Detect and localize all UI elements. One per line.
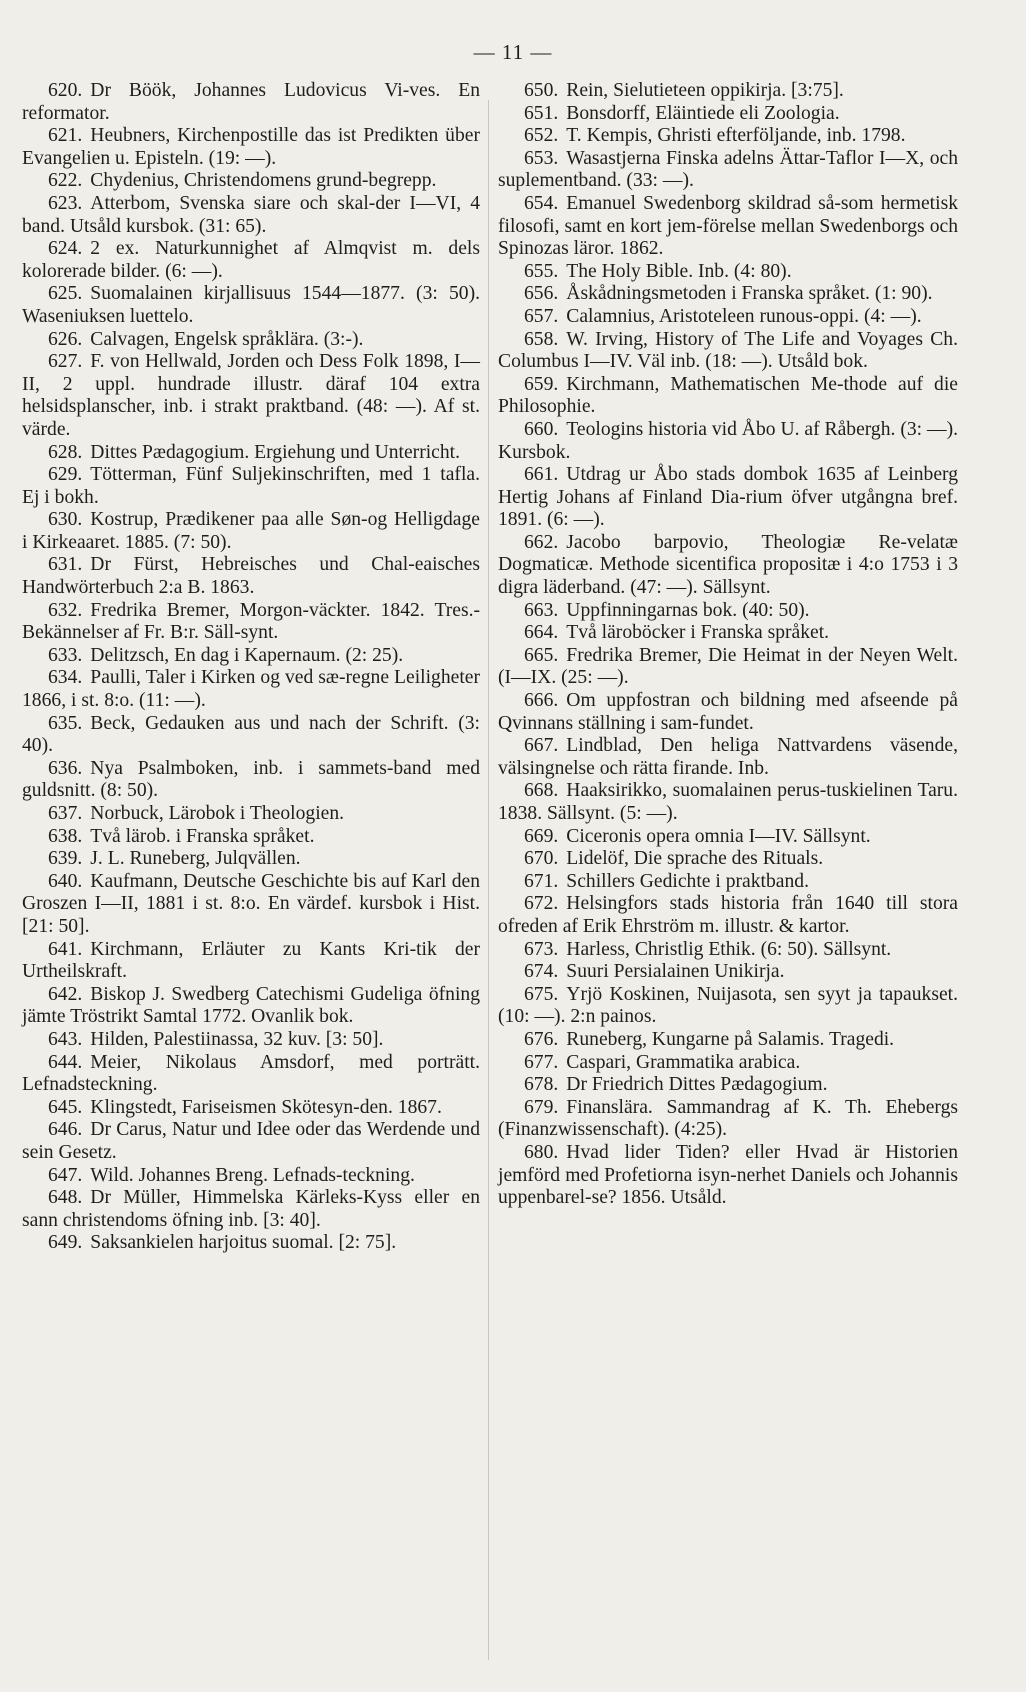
entry-text: Atterbom, Svenska siare och skal-der I—VI, 4 band. Utsåld kursbok. (31: 65). (22, 192, 480, 237)
catalog-entry (498, 80, 958, 103)
catalog-entry (22, 125, 480, 170)
entry-text: Teologins historia vid Åbo U. af Råbergh. (3: —). Kursbok. (498, 418, 959, 463)
entry-number: 664. (524, 622, 559, 644)
entry-number: 646. (48, 1119, 83, 1141)
catalog-entry (498, 193, 958, 261)
entry-number: 634. (48, 667, 83, 689)
catalog-entry (498, 735, 958, 780)
catalog-entry (22, 871, 480, 939)
entry-number: 669. (524, 825, 559, 847)
entry-text: Beck, Gedauken aus und nach der Schrift. (3: 40). (22, 712, 480, 757)
catalog-entry (22, 667, 480, 712)
entry-number: 644. (48, 1051, 83, 1073)
catalog-entry (498, 871, 958, 894)
entry-number: 660. (524, 418, 559, 440)
entry-text: Emanuel Swedenborg skildrad så-som hermetisk filosofi, samt en kort jem-förelse mellan Swedenborgs och Spinozas läror. 1862. (498, 192, 958, 260)
entry-number: 655. (524, 260, 559, 282)
catalog-entry (22, 1165, 480, 1188)
catalog-entry (22, 1029, 480, 1052)
entry-number: 639. (48, 848, 83, 870)
entry-number: 636. (48, 757, 83, 779)
entry-number: 620. (48, 80, 83, 101)
entry-text: Dr Friedrich Dittes Pædagogium. (566, 1074, 828, 1096)
entry-number: 665. (524, 644, 559, 666)
catalog-entry (498, 645, 958, 690)
entry-text: Norbuck, Lärobok i Theologien. (90, 803, 345, 824)
entry-text: Calvagen, Engelsk språklära. (3:-). (90, 328, 364, 350)
catalog-entry (22, 193, 480, 238)
catalog-entry (498, 961, 958, 984)
entry-number: 625. (48, 283, 83, 305)
entry-text: 2 ex. Naturkunnighet af Almqvist m. dels kolorerade bilder. (6: —). (22, 238, 480, 282)
entry-number: 650. (524, 80, 559, 101)
entry-number: 668. (524, 780, 559, 802)
entry-text: J. L. Runeberg, Julqvällen. (90, 848, 301, 870)
entry-number: 628. (48, 441, 83, 463)
catalog-entry (22, 645, 480, 668)
entry-text: Heubners, Kirchenpostille das ist Predikten über Evangelien u. Episteln. (19: —). (22, 125, 480, 169)
entry-text: Wild. Johannes Breng. Lefnads-teckning. (90, 1164, 415, 1186)
entry-number: 633. (48, 644, 83, 666)
entry-text: Rein, Sielutieteen oppikirja. [3:75]. (566, 80, 844, 101)
entry-number: 652. (524, 125, 559, 147)
entry-number: 658. (524, 328, 559, 350)
entry-text: T. Kempis, Ghristi efterföljande, inb. 1798. (566, 125, 906, 147)
entry-number: 672. (524, 893, 559, 915)
entry-number: 678. (524, 1074, 559, 1096)
entry-text: Hvad lider Tiden? eller Hvad är Historien jemförd med Profetiorna isyn-nerhet Daniels och Johannis uppenbarel-se? 1856. Utsåld. (498, 1141, 958, 1209)
catalog-entry (22, 464, 480, 509)
catalog-entry (22, 442, 480, 465)
entry-text: Jacobo barpovio, Theologiæ Re-velatæ Dogmaticæ. Methode sicentifica propositæ i 4:o 1753 i 3 digra läderband. (47: —). Sällsynt. (498, 531, 958, 599)
entry-number: 671. (524, 870, 559, 892)
catalog-entry (498, 1029, 958, 1052)
catalog-entry (22, 283, 480, 328)
entry-text: F. von Hellwald, Jorden och Dess Folk 1898, I—II, 2 uppl. hundrade illustr. däraf 104 extra helsidsplanscher, inb. i strakt praktband. (48: —). Af st. värde. (22, 351, 480, 440)
entry-text: The Holy Bible. Inb. (4: 80). (566, 260, 792, 282)
entry-text: Biskop J. Swedberg Catechismi Gudeliga öfning jämte Tröstrikt Samtal 1772. Ovanlik bok. (22, 983, 480, 1028)
entry-number: 651. (524, 102, 559, 124)
entry-number: 626. (48, 328, 83, 350)
entry-number: 645. (48, 1096, 83, 1118)
entry-number: 643. (48, 1028, 83, 1050)
catalog-entry (498, 532, 958, 600)
entry-text: Klingstedt, Fariseismen Skötesyn-den. 1867. (90, 1096, 442, 1118)
catalog-entry (498, 848, 958, 871)
entry-text: Kaufmann, Deutsche Geschichte bis auf Karl den Groszen I—II, 1881 i st. 8:o. En värdef. kursbok i Hist. [21: 50]. (22, 870, 480, 937)
catalog-entry (498, 826, 958, 849)
column-divider (488, 100, 489, 1660)
entry-number: 632. (48, 599, 83, 621)
entry-text: Yrjö Koskinen, Nuijasota, sen syyt ja tapaukset. (10: —). 2:n painos. (498, 983, 958, 1028)
catalog-entry (22, 238, 480, 283)
catalog-entry (498, 374, 958, 419)
entry-number: 622. (48, 170, 83, 192)
catalog-entry (498, 261, 958, 284)
entry-text: Uppfinningarnas bok. (40: 50). (566, 599, 810, 621)
entry-text: Två läroböcker i Franska språket. (566, 622, 830, 644)
entry-text: Dittes Pædagogium. Ergiehung und Unterricht. (90, 441, 460, 463)
entry-text: Caspari, Grammatika arabica. (566, 1051, 801, 1073)
entry-number: 676. (524, 1028, 559, 1050)
entry-text: Tötterman, Fünf Suljekinschriften, med 1 tafla. Ej i bokh. (22, 464, 480, 508)
entry-text: Runeberg, Kungarne på Salamis. Tragedi. (566, 1028, 895, 1050)
page-number: — 11 — (473, 40, 553, 64)
catalog-entry (498, 984, 958, 1029)
entry-number: 630. (48, 509, 83, 531)
entry-text: Wasastjerna Finska adelns Ättar-Taflor I—X, och suplementband. (33: —). (498, 147, 958, 192)
entry-number: 638. (48, 825, 83, 847)
entry-text: Dr Böök, Johannes Ludovicus Vi-ves. En reformator. (22, 80, 480, 124)
catalog-entry (22, 803, 480, 826)
entry-number: 624. (48, 238, 83, 260)
entry-number: 662. (524, 531, 559, 553)
entry-text: Saksankielen harjoitus suomal. [2: 75]. (90, 1232, 397, 1254)
catalog-column-right (498, 80, 958, 1210)
entry-text: Finanslära. Sammandrag af K. Th. Ehebergs (Finanzwissenschaft). (4:25). (498, 1096, 958, 1141)
entry-number: 635. (48, 712, 83, 734)
catalog-entry (498, 1052, 958, 1075)
entry-text: Kostrup, Prædikener paa alle Søn-og Helligdage i Kirkeaaret. 1885. (7: 50). (22, 509, 480, 553)
catalog-entry (22, 80, 480, 125)
entry-number: 647. (48, 1164, 83, 1186)
catalog-entry (22, 509, 480, 554)
catalog-entry (22, 713, 480, 758)
entry-text: Fredrika Bremer, Morgon-väckter. 1842. Tres.-Bekännelser af Fr. B:r. Säll-synt. (22, 599, 480, 644)
catalog-entry (22, 1187, 480, 1232)
catalog-entry (498, 600, 958, 623)
catalog-entry (22, 984, 480, 1029)
entry-text: Dr Müller, Himmelska Kärleks-Kyss eller en sann christendoms öfning inb. [3: 40]. (22, 1187, 480, 1231)
entry-text: Kirchmann, Mathematischen Me-thode auf die Philosophie. (498, 373, 958, 418)
entry-text: Suuri Persialainen Unikirja. (566, 961, 785, 983)
entry-number: 680. (524, 1141, 559, 1163)
catalog-entry (498, 419, 958, 464)
entry-number: 670. (524, 848, 559, 870)
catalog-entry (498, 622, 958, 645)
entry-number: 667. (524, 735, 559, 757)
entry-text: Helsingfors stads historia från 1640 till stora ofreden af Erik Ehrström m. illustr. & kartor. (498, 893, 958, 937)
catalog-entry (498, 148, 958, 193)
entry-number: 621. (48, 125, 83, 147)
entry-number: 666. (524, 690, 559, 712)
entry-text: Utdrag ur Åbo stads dombok 1635 af Leinberg Hertig Johans af Finland Dia-rium öfver utgångna bref. 1891. (6: —). (498, 464, 958, 531)
entry-number: 627. (48, 351, 83, 373)
entry-number: 663. (524, 599, 559, 621)
entry-text: Calamnius, Aristoteleen runous-oppi. (4: —). (566, 305, 922, 327)
entry-number: 657. (524, 305, 559, 327)
catalog-entry (498, 1074, 958, 1097)
catalog-entry (498, 893, 958, 938)
entry-text: Suomalainen kirjallisuus 1544—1877. (3: 50). Waseniuksen luettelo. (22, 283, 480, 327)
catalog-entry (22, 848, 480, 871)
catalog-entry (498, 125, 958, 148)
catalog-entry (498, 306, 958, 329)
entry-text: Kirchmann, Erläuter zu Kants Kri-tik der Urtheilskraft. (22, 938, 480, 983)
entry-number: 640. (48, 870, 83, 892)
entry-text: Åskådningsmetoden i Franska språket. (1: 90). (566, 283, 933, 305)
catalog-entry (22, 600, 480, 645)
entry-text: Lidelöf, Die sprache des Rituals. (566, 848, 824, 870)
entry-number: 661. (524, 464, 559, 486)
entry-number: 677. (524, 1051, 559, 1073)
catalog-entry (498, 1097, 958, 1142)
entry-text: Meier, Nikolaus Amsdorf, med porträtt. Lefnadsteckning. (22, 1051, 480, 1096)
entry-number: 623. (48, 192, 83, 214)
catalog-entry (498, 329, 958, 374)
entry-text: Chydenius, Christendomens grund-begrepp. (90, 170, 437, 192)
catalog-entry (22, 758, 480, 803)
entry-text: Schillers Gedichte i praktband. (566, 870, 809, 892)
catalog-entry (498, 103, 958, 126)
entry-number: 637. (48, 803, 83, 824)
entry-text: Lindblad, Den heliga Nattvardens väsende, välsingnelse och rätta firande. Inb. (498, 735, 958, 779)
entry-number: 675. (524, 983, 559, 1005)
entry-number: 674. (524, 961, 559, 983)
catalog-entry (498, 1142, 958, 1210)
entry-text: Hilden, Palestiinassa, 32 kuv. [3: 50]. (90, 1028, 384, 1050)
entry-number: 656. (524, 283, 559, 305)
entry-text: Dr Carus, Natur und Idee oder das Werdende und sein Gesetz. (22, 1119, 480, 1163)
entry-number: 649. (48, 1232, 83, 1254)
entry-number: 653. (524, 147, 559, 169)
catalog-entry (498, 283, 958, 306)
entry-text: Nya Psalmboken, inb. i sammets-band med guldsnitt. (8: 50). (22, 757, 480, 802)
entry-text: Ciceronis opera omnia I—IV. Sällsynt. (566, 825, 871, 847)
catalog-entry (22, 1052, 480, 1097)
entry-number: 659. (524, 373, 559, 395)
entry-text: Fredrika Bremer, Die Heimat in der Neyen Welt. (I—IX. (25: —). (498, 644, 958, 689)
entry-number: 654. (524, 192, 559, 214)
entry-text: Dr Fürst, Hebreisches und Chal-eaisches Handwörterbuch 2:a B. 1863. (22, 554, 480, 599)
catalog-column-left (22, 80, 480, 1255)
catalog-entry (22, 1097, 480, 1120)
catalog-entry (498, 939, 958, 962)
entry-text: Harless, Christlig Ethik. (6: 50). Sällsynt. (566, 938, 892, 960)
catalog-entry (498, 690, 958, 735)
entry-text: Delitzsch, En dag i Kapernaum. (2: 25). (90, 644, 404, 666)
entry-text: Bonsdorff, Eläintiede eli Zoologia. (566, 102, 840, 124)
entry-number: 679. (524, 1096, 559, 1118)
entry-number: 631. (48, 554, 83, 576)
entry-number: 629. (48, 464, 83, 486)
catalog-entry (22, 1232, 480, 1255)
catalog-entry (22, 351, 480, 441)
entry-number: 648. (48, 1187, 83, 1209)
entry-text: Paulli, Taler i Kirken og ved sæ-regne Leiligheter 1866, i st. 8:o. (11: —). (22, 667, 480, 712)
catalog-entry (498, 464, 958, 532)
entry-number: 673. (524, 938, 559, 960)
catalog-entry (22, 329, 480, 352)
catalog-entry (22, 939, 480, 984)
entry-number: 642. (48, 983, 83, 1005)
catalog-entry (22, 826, 480, 849)
entry-text: Haaksirikko, suomalainen perus-tuskielinen Taru. 1838. Sällsynt. (5: —). (498, 780, 958, 824)
catalog-entry (22, 170, 480, 193)
catalog-entry (498, 780, 958, 825)
catalog-entry (22, 1119, 480, 1164)
entry-text: W. Irving, History of The Life and Voyages Ch. Columbus I—IV. Väl inb. (18: —). Utsåld bok. (498, 328, 958, 373)
entry-number: 641. (48, 938, 83, 960)
entry-text: Om uppfostran och bildning med afseende på Qvinnans ställning i sam-fundet. (498, 690, 958, 734)
catalog-entry (22, 554, 480, 599)
entry-text: Två lärob. i Franska språket. (90, 825, 315, 847)
